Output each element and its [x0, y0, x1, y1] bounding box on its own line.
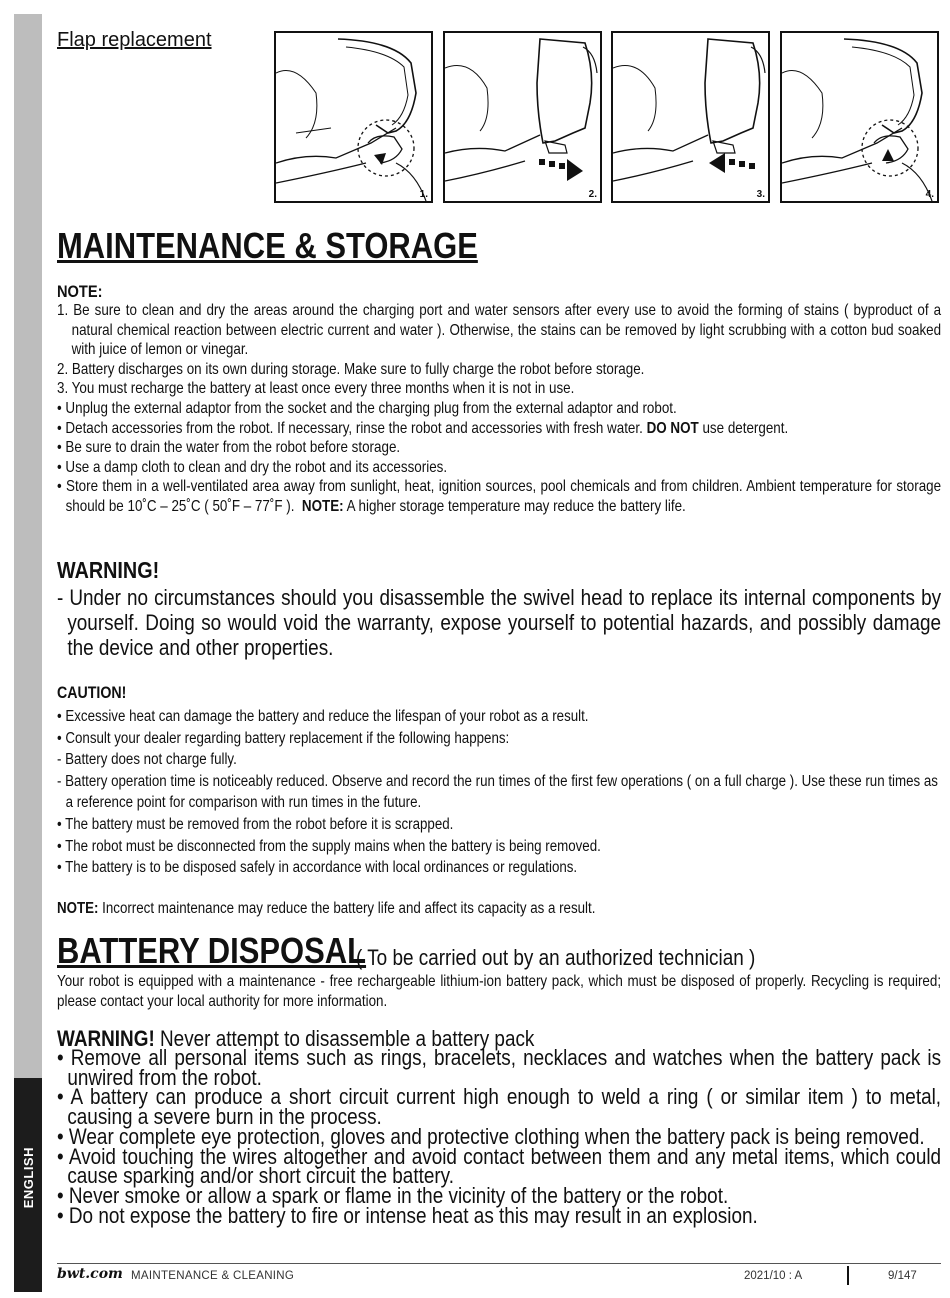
disposal-warning: WARNING! Never attempt to disassemble a battery pack: [57, 1026, 535, 1051]
maintenance-title: MAINTENANCE & STORAGE: [57, 225, 478, 266]
caution-item: - Battery operation time is noticeably reduced. Observe and record the run times of the first few operations ( on a full charge ). Use these run times as a reference point for comparison with run times in the future.: [57, 772, 938, 812]
brand-logo: bwt.com: [57, 1266, 123, 1282]
warning-label: WARNING!: [57, 557, 160, 583]
maintenance-notes: [57, 301, 941, 517]
warning-text-wrap: [57, 585, 941, 660]
disposal-item: • Never smoke or allow a spark or flame in the vicinity of the battery or the robot.: [57, 1182, 729, 1208]
storage-item: • Detach accessories from the robot. If necessary, rinse the robot and accessories with fresh water. DO NOT use detergent.: [57, 419, 789, 437]
footer-date: 2021/10 : A: [744, 1270, 803, 1282]
battery-disposal-subtitle: ( To be carried out by an authorized technician ): [356, 945, 756, 970]
disposal-intro: Your robot is equipped with a maintenance - free rechargeable lithium-ion battery pack, which must be disposed of properly. Recycling is required; please contact your local authority for more information.: [57, 973, 942, 1010]
note-item: 1. Be sure to clean and dry the areas around the charging port and water sensors after every use to avoid the forming of stains ( byproduct of a natural chemical reaction between electric current and water ). Otherwise, the stains can be removed by light scrubbing with a cotton bud soaked with juice of lemon or vinegar.: [57, 302, 942, 359]
caution-item: • Excessive heat can damage the battery and reduce the lifespan of your robot as a result.: [57, 708, 589, 725]
footer-section: MAINTENANCE & CLEANING: [131, 1270, 295, 1282]
flap-step-3-illustration: [611, 31, 770, 203]
warning-text: - Under no circumstances should you disassemble the swivel head to replace its internal components by yourself. Doing so would void the warranty, expose yourself to potential hazards, and possibly damage the device and other properties.: [57, 585, 942, 660]
caution-item: - Battery does not charge fully.: [57, 751, 237, 769]
footer-separator: [847, 1266, 849, 1285]
disposal-intro-wrap: [57, 972, 941, 1012]
caution-item: • The battery is to be disposed safely in accordance with local ordinances or regulations.: [57, 859, 578, 877]
flap-step-2-illustration: [443, 31, 602, 203]
disposal-list: [57, 1045, 942, 1228]
step-number: 1.: [419, 189, 428, 200]
caution-item: • The battery must be removed from the robot before it is scrapped.: [57, 815, 454, 833]
caution-item: • The robot must be disconnected from the supply mains when the battery is being removed.: [57, 837, 601, 855]
note-item: 2. Battery discharges on its own during storage. Make sure to fully charge the robot before storage.: [57, 360, 645, 378]
page-number: 9/147: [888, 1270, 917, 1282]
note-item: 3. You must recharge the battery at least once every three months when it is not in use.: [57, 380, 575, 398]
caution-note: NOTE: Incorrect maintenance may reduce the battery life and affect its capacity as a result.: [57, 900, 596, 917]
disposal-item: • Wear complete eye protection, gloves and protective clothing when the battery pack is being removed.: [57, 1123, 925, 1149]
storage-item: • Use a damp cloth to clean and dry the robot and its accessories.: [57, 458, 448, 476]
flap-replacement-title: Flap replacement: [57, 29, 212, 51]
flap-step-4-illustration: [780, 31, 939, 203]
note-label: NOTE:: [57, 282, 103, 301]
caution-label: CAUTION!: [57, 684, 127, 702]
note-label-wrap: [57, 282, 941, 302]
disposal-item: • Remove all personal items such as rings, bracelets, necklaces and watches when the battery pack is unwired from the robot.: [57, 1045, 942, 1090]
battery-disposal-title: BATTERY DISPOSAL: [57, 930, 367, 971]
storage-item: • Store them in a well-ventilated area away from sunlight, heat, ignition sources, pool chemicals and from children. Ambient temperature for storage should be 10˚C – 25˚C ( 50˚F – 77˚F ). NOTE: A higher storage temperature may reduce the battery life.: [57, 478, 942, 515]
disposal-item: • Do not expose the battery to fire or intense heat as this may result in an explosion.: [57, 1202, 758, 1228]
language-label: ENGLISH: [20, 1146, 36, 1208]
caution-list: [57, 706, 941, 879]
footer-divider: [57, 1263, 941, 1264]
storage-item: • Be sure to drain the water from the robot before storage.: [57, 439, 401, 457]
flap-step-1-illustration: [274, 31, 433, 203]
caution-item: • Consult your dealer regarding battery replacement if the following happens:: [57, 729, 510, 747]
storage-item: • Unplug the external adaptor from the socket and the charging plug from the external adaptor and robot.: [57, 399, 677, 417]
step-number: 3.: [756, 189, 765, 200]
step-number: 2.: [588, 189, 597, 200]
disposal-item: • A battery can produce a short circuit current high enough to weld a ring ( or similar item ) to metal, causing a severe burn in the process.: [57, 1084, 942, 1130]
step-number: 4.: [925, 189, 934, 200]
disposal-item: • Avoid touching the wires altogether and avoid contact between them and any metal items, which could cause sparking and/or short circuit the battery.: [57, 1143, 942, 1189]
